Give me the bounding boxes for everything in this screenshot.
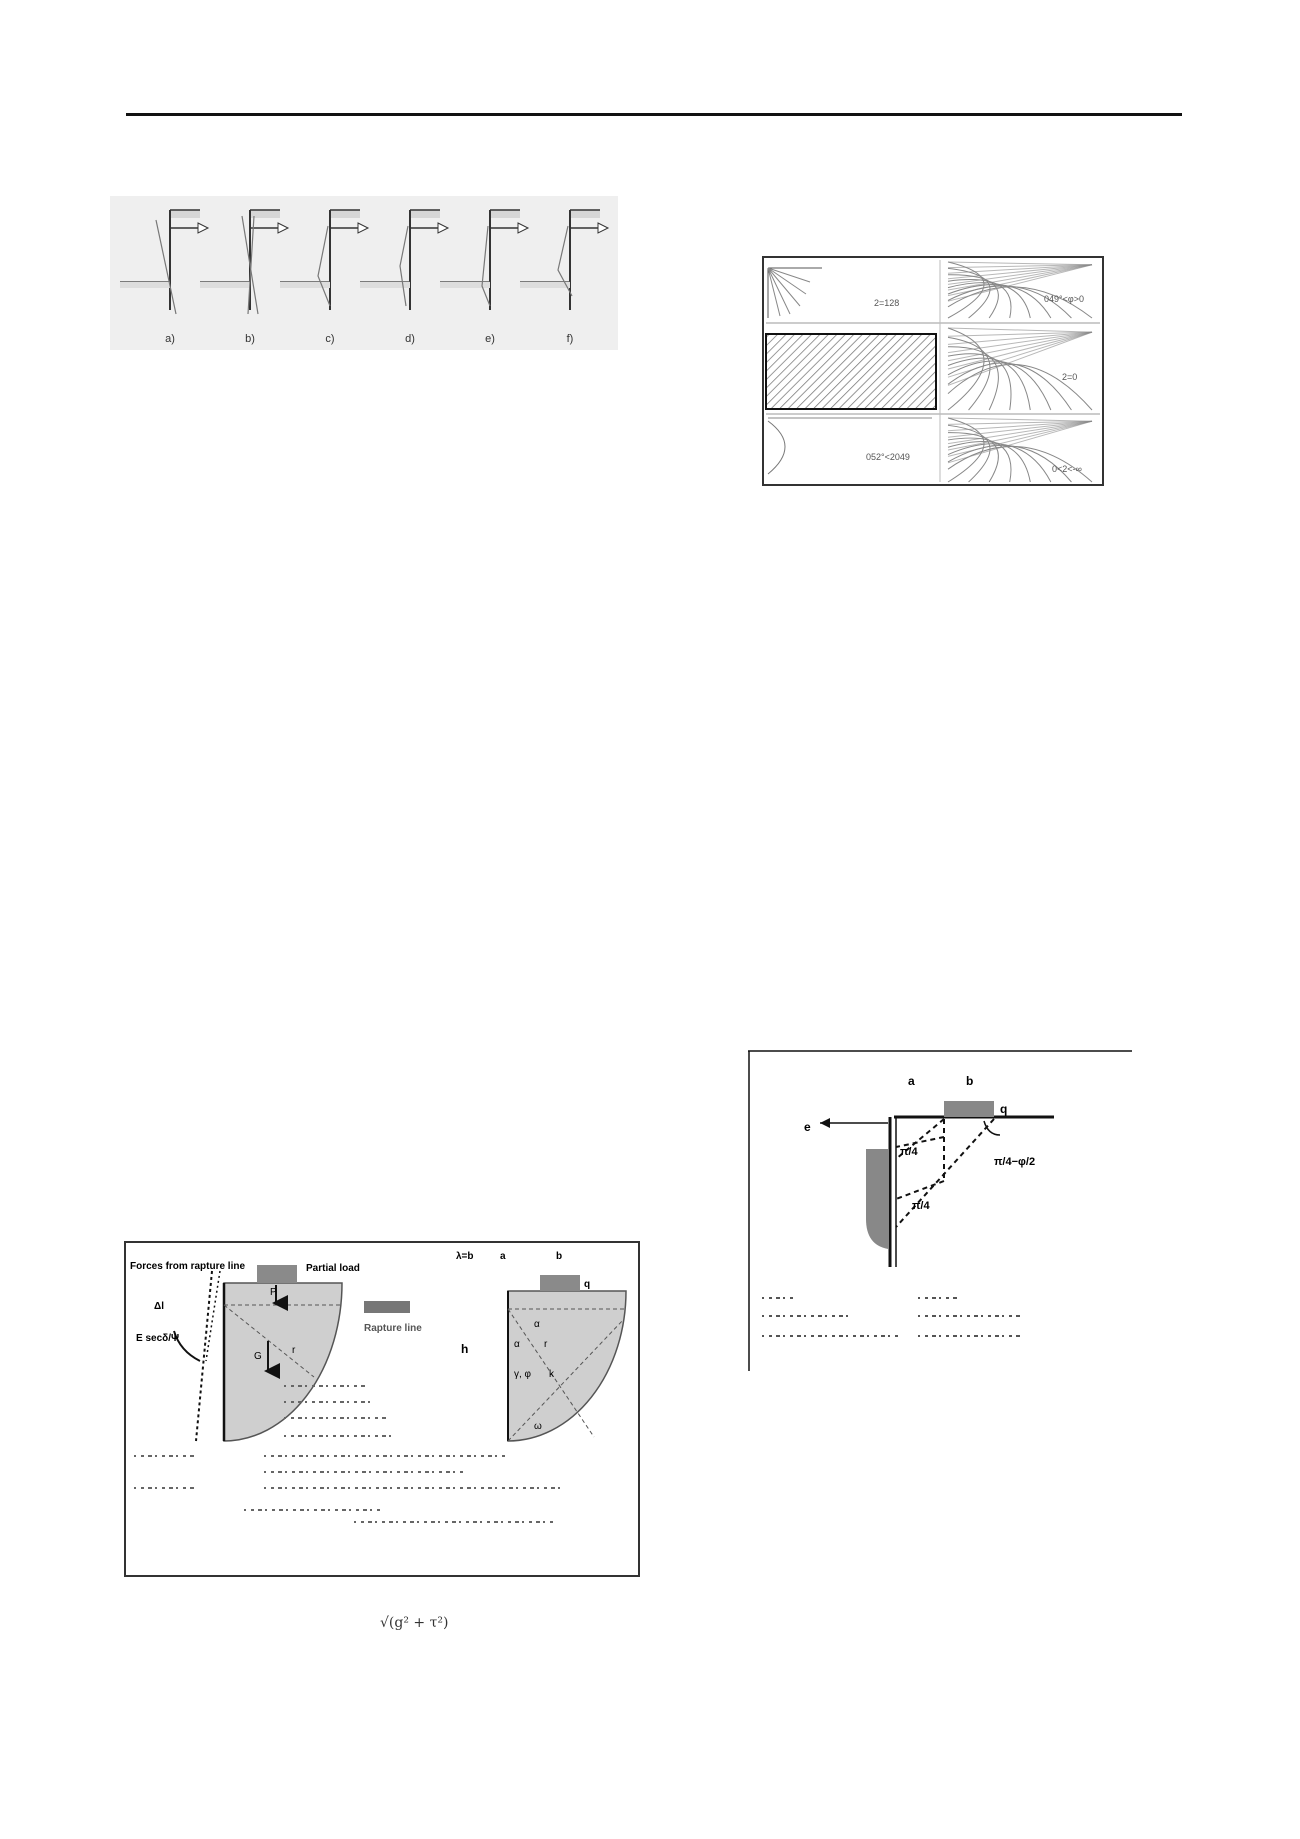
label-a: a: [500, 1251, 506, 1262]
partial-load-block: [257, 1265, 297, 1283]
cell-label-4: 052°<2049: [866, 452, 910, 462]
figure-wall-deformation-modes: [110, 196, 618, 350]
label-gamma-phi: γ, φ: [514, 1369, 532, 1380]
label-delta-l: Δl: [154, 1301, 164, 1312]
label-omega: ω: [534, 1421, 542, 1432]
label-b: b: [556, 1251, 563, 1262]
label-r: r: [292, 1345, 296, 1356]
label-e-sec: E secδ/Ψ: [136, 1333, 180, 1344]
figure-rupture-analysis: [124, 1241, 640, 1577]
panel-label: d): [405, 333, 415, 345]
header-rule: [126, 113, 1182, 116]
strip-load: [944, 1101, 994, 1117]
label-angle-1: π/4: [900, 1146, 918, 1158]
label-angle-2: π/4−φ/2: [994, 1156, 1036, 1168]
panel-label: f): [566, 333, 574, 345]
figure-slip-line-fields: [762, 256, 1104, 486]
label-G: G: [254, 1351, 262, 1362]
label-b-d: b: [966, 1074, 974, 1088]
label-q-d: q: [1000, 1102, 1008, 1116]
label-rapture-line: Rapture line: [364, 1323, 422, 1334]
cell-label-5: 0<2<-∞: [1052, 464, 1082, 474]
load-block-right: [540, 1275, 580, 1291]
formula-fragment: √(g² + τ²): [380, 1615, 449, 1631]
label-a-d: a: [908, 1074, 915, 1088]
hatched-block: [766, 334, 936, 409]
rapture-line-legend: [364, 1301, 410, 1313]
label-q: q: [584, 1279, 591, 1290]
panel-label: c): [325, 333, 335, 345]
cell-label-3: 2=0: [1062, 372, 1078, 382]
label-P: P: [270, 1287, 277, 1298]
label-r-right: r: [544, 1339, 548, 1350]
label-partial-load: Partial load: [306, 1263, 360, 1274]
label-alpha-1: α: [534, 1319, 540, 1330]
cell-label-1: 2=128: [874, 298, 900, 308]
panel-label: b): [245, 333, 255, 345]
label-forces: Forces from rapture line: [130, 1261, 246, 1272]
cell-label-2: 049°<φ>0: [1044, 294, 1084, 304]
panel-label: a): [165, 333, 175, 345]
label-alpha-2: α: [514, 1339, 520, 1350]
label-h: h: [461, 1342, 469, 1356]
label-lambda: λ=b: [456, 1251, 474, 1262]
figure-wall-strip-load: [748, 1049, 1134, 1371]
label-e-d: e: [804, 1120, 811, 1134]
panel-label: e): [485, 333, 495, 345]
label-angle-3: π/4: [912, 1200, 930, 1212]
label-k: k: [549, 1369, 554, 1380]
